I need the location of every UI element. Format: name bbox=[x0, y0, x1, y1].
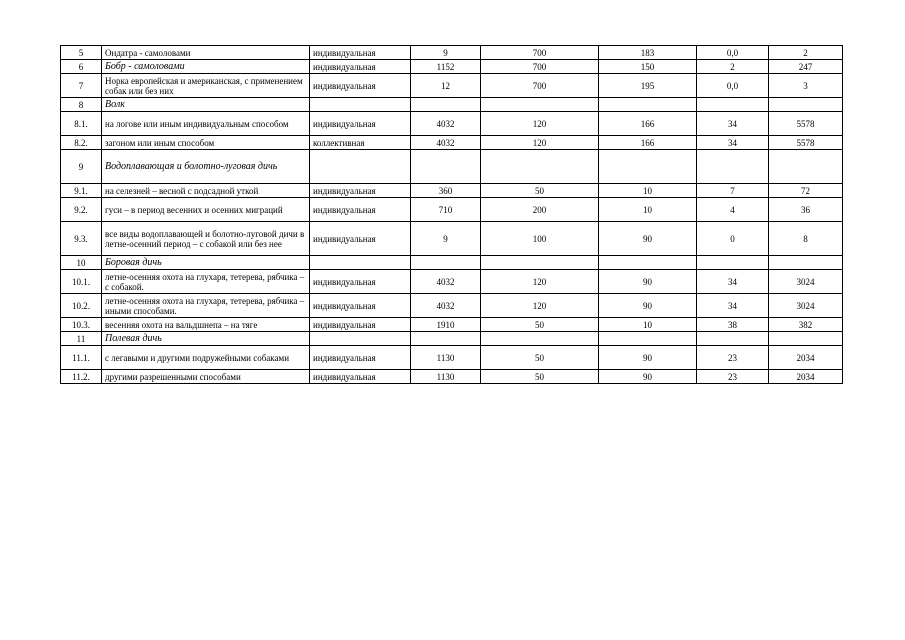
row-name: другими разрешенными способами bbox=[102, 370, 310, 384]
row-name: все виды водоплавающей и болотно-луговой дичи в летне-осенний период – с собакой или без нее bbox=[102, 222, 310, 256]
row-name: гуси – в период весенних и осенних миграций bbox=[102, 198, 310, 222]
value-col-4: 34 bbox=[697, 270, 769, 294]
value-col-1 bbox=[411, 98, 481, 112]
value-col-3: 166 bbox=[599, 136, 697, 150]
row-name: загоном или иным способом bbox=[102, 136, 310, 150]
hunting-type: индивидуальная bbox=[310, 294, 411, 318]
value-col-2: 120 bbox=[481, 294, 599, 318]
hunting-type: индивидуальная bbox=[310, 370, 411, 384]
value-col-4 bbox=[697, 332, 769, 346]
table-row bbox=[61, 294, 843, 318]
value-col-1: 12 bbox=[411, 74, 481, 98]
value-col-4: 0,0 bbox=[697, 74, 769, 98]
row-number: 9.1. bbox=[61, 184, 102, 198]
hunting-type: индивидуальная bbox=[310, 270, 411, 294]
row-number: 10.3. bbox=[61, 318, 102, 332]
value-col-3: 183 bbox=[599, 46, 697, 60]
value-col-2: 700 bbox=[481, 46, 599, 60]
hunting-type: индивидуальная bbox=[310, 46, 411, 60]
value-col-2: 200 bbox=[481, 198, 599, 222]
row-number: 9 bbox=[61, 150, 102, 184]
value-col-4: 23 bbox=[697, 370, 769, 384]
row-number: 7 bbox=[61, 74, 102, 98]
value-col-4: 23 bbox=[697, 346, 769, 370]
row-number: 11.2. bbox=[61, 370, 102, 384]
table-row bbox=[61, 46, 843, 60]
value-col-2: 50 bbox=[481, 346, 599, 370]
value-col-2 bbox=[481, 150, 599, 184]
value-col-1 bbox=[411, 150, 481, 184]
row-number: 11.1. bbox=[61, 346, 102, 370]
value-col-5: 2 bbox=[769, 46, 843, 60]
value-col-1: 1152 bbox=[411, 60, 481, 74]
row-name: летне-осенняя охота на глухаря, тетерева, рябчика – иными способами. bbox=[102, 294, 310, 318]
value-col-5 bbox=[769, 256, 843, 270]
hunting-type bbox=[310, 332, 411, 346]
value-col-3: 90 bbox=[599, 270, 697, 294]
value-col-5 bbox=[769, 150, 843, 184]
value-col-1: 4032 bbox=[411, 270, 481, 294]
value-col-5: 2034 bbox=[769, 346, 843, 370]
value-col-3: 10 bbox=[599, 198, 697, 222]
table-row bbox=[61, 60, 843, 74]
row-name: Бобр - самоловами bbox=[102, 60, 310, 74]
value-col-5: 3024 bbox=[769, 270, 843, 294]
row-name: Волк bbox=[102, 98, 310, 112]
value-col-3: 90 bbox=[599, 370, 697, 384]
value-col-5: 8 bbox=[769, 222, 843, 256]
row-name: на селезней – весной с подсадной уткой bbox=[102, 184, 310, 198]
value-col-1: 4032 bbox=[411, 112, 481, 136]
hunting-norms-table bbox=[60, 45, 843, 384]
value-col-4: 2 bbox=[697, 60, 769, 74]
hunting-type bbox=[310, 98, 411, 112]
value-col-3 bbox=[599, 332, 697, 346]
value-col-3: 90 bbox=[599, 222, 697, 256]
table-row bbox=[61, 136, 843, 150]
value-col-5: 247 bbox=[769, 60, 843, 74]
value-col-2: 50 bbox=[481, 370, 599, 384]
value-col-1: 4032 bbox=[411, 136, 481, 150]
value-col-4: 34 bbox=[697, 136, 769, 150]
table-row bbox=[61, 370, 843, 384]
table-row bbox=[61, 318, 843, 332]
row-name: Боровая дичь bbox=[102, 256, 310, 270]
row-name: Норка европейская и американская, с применением собак или без них bbox=[102, 74, 310, 98]
value-col-2 bbox=[481, 98, 599, 112]
value-col-5: 5578 bbox=[769, 136, 843, 150]
value-col-1: 1130 bbox=[411, 346, 481, 370]
row-number: 10 bbox=[61, 256, 102, 270]
row-name: летне-осенняя охота на глухаря, тетерева, рябчика – с собакой. bbox=[102, 270, 310, 294]
value-col-3 bbox=[599, 256, 697, 270]
hunting-type: индивидуальная bbox=[310, 198, 411, 222]
value-col-1: 9 bbox=[411, 222, 481, 256]
value-col-3: 90 bbox=[599, 294, 697, 318]
table-row bbox=[61, 112, 843, 136]
value-col-1 bbox=[411, 332, 481, 346]
row-name: на логове или иным индивидуальным способом bbox=[102, 112, 310, 136]
table-row bbox=[61, 346, 843, 370]
table-row bbox=[61, 150, 843, 184]
table-row bbox=[61, 270, 843, 294]
row-name: Водоплавающая и болотно-луговая дичь bbox=[102, 150, 310, 184]
value-col-5 bbox=[769, 98, 843, 112]
hunting-type: индивидуальная bbox=[310, 184, 411, 198]
value-col-2 bbox=[481, 332, 599, 346]
hunting-type: индивидуальная bbox=[310, 318, 411, 332]
value-col-1: 710 bbox=[411, 198, 481, 222]
value-col-1 bbox=[411, 256, 481, 270]
value-col-4: 38 bbox=[697, 318, 769, 332]
value-col-1: 9 bbox=[411, 46, 481, 60]
value-col-4: 0 bbox=[697, 222, 769, 256]
value-col-3: 150 bbox=[599, 60, 697, 74]
value-col-3 bbox=[599, 98, 697, 112]
hunting-type bbox=[310, 150, 411, 184]
value-col-3: 10 bbox=[599, 318, 697, 332]
value-col-2: 120 bbox=[481, 270, 599, 294]
row-number: 9.2. bbox=[61, 198, 102, 222]
value-col-3 bbox=[599, 150, 697, 184]
value-col-5: 72 bbox=[769, 184, 843, 198]
value-col-5: 5578 bbox=[769, 112, 843, 136]
value-col-4: 7 bbox=[697, 184, 769, 198]
value-col-2: 50 bbox=[481, 184, 599, 198]
value-col-4: 34 bbox=[697, 112, 769, 136]
hunting-type: индивидуальная bbox=[310, 112, 411, 136]
value-col-5: 36 bbox=[769, 198, 843, 222]
row-name: Ондатра - самоловами bbox=[102, 46, 310, 60]
value-col-2: 50 bbox=[481, 318, 599, 332]
value-col-2 bbox=[481, 256, 599, 270]
row-number: 6 bbox=[61, 60, 102, 74]
table-row bbox=[61, 98, 843, 112]
row-number: 5 bbox=[61, 46, 102, 60]
value-col-2: 100 bbox=[481, 222, 599, 256]
row-number: 11 bbox=[61, 332, 102, 346]
value-col-3: 195 bbox=[599, 74, 697, 98]
value-col-4: 4 bbox=[697, 198, 769, 222]
hunting-type: коллективная bbox=[310, 136, 411, 150]
row-number: 9.3. bbox=[61, 222, 102, 256]
value-col-4 bbox=[697, 98, 769, 112]
row-number: 8 bbox=[61, 98, 102, 112]
value-col-3: 90 bbox=[599, 346, 697, 370]
row-name: весенняя охота на вальдшнепа – на тяге bbox=[102, 318, 310, 332]
value-col-4 bbox=[697, 256, 769, 270]
row-name: Полевая дичь bbox=[102, 332, 310, 346]
row-number: 10.2. bbox=[61, 294, 102, 318]
table-body bbox=[61, 46, 843, 384]
hunting-type: индивидуальная bbox=[310, 74, 411, 98]
value-col-1: 1130 bbox=[411, 370, 481, 384]
value-col-5: 3 bbox=[769, 74, 843, 98]
hunting-type: индивидуальная bbox=[310, 346, 411, 370]
row-number: 8.2. bbox=[61, 136, 102, 150]
table-row bbox=[61, 222, 843, 256]
value-col-5: 382 bbox=[769, 318, 843, 332]
table-row bbox=[61, 332, 843, 346]
value-col-5 bbox=[769, 332, 843, 346]
table-row bbox=[61, 74, 843, 98]
value-col-4: 0,0 bbox=[697, 46, 769, 60]
hunting-type bbox=[310, 256, 411, 270]
value-col-2: 120 bbox=[481, 112, 599, 136]
hunting-type: индивидуальная bbox=[310, 222, 411, 256]
row-name: с легавыми и другими подружейными собаками bbox=[102, 346, 310, 370]
value-col-3: 166 bbox=[599, 112, 697, 136]
row-number: 8.1. bbox=[61, 112, 102, 136]
value-col-2: 700 bbox=[481, 74, 599, 98]
hunting-type: индивидуальная bbox=[310, 60, 411, 74]
value-col-5: 2034 bbox=[769, 370, 843, 384]
table-row bbox=[61, 198, 843, 222]
value-col-1: 1910 bbox=[411, 318, 481, 332]
value-col-1: 360 bbox=[411, 184, 481, 198]
value-col-3: 10 bbox=[599, 184, 697, 198]
value-col-2: 120 bbox=[481, 136, 599, 150]
row-number: 10.1. bbox=[61, 270, 102, 294]
value-col-4: 34 bbox=[697, 294, 769, 318]
value-col-4 bbox=[697, 150, 769, 184]
value-col-1: 4032 bbox=[411, 294, 481, 318]
table-row bbox=[61, 256, 843, 270]
value-col-5: 3024 bbox=[769, 294, 843, 318]
value-col-2: 700 bbox=[481, 60, 599, 74]
table-row bbox=[61, 184, 843, 198]
